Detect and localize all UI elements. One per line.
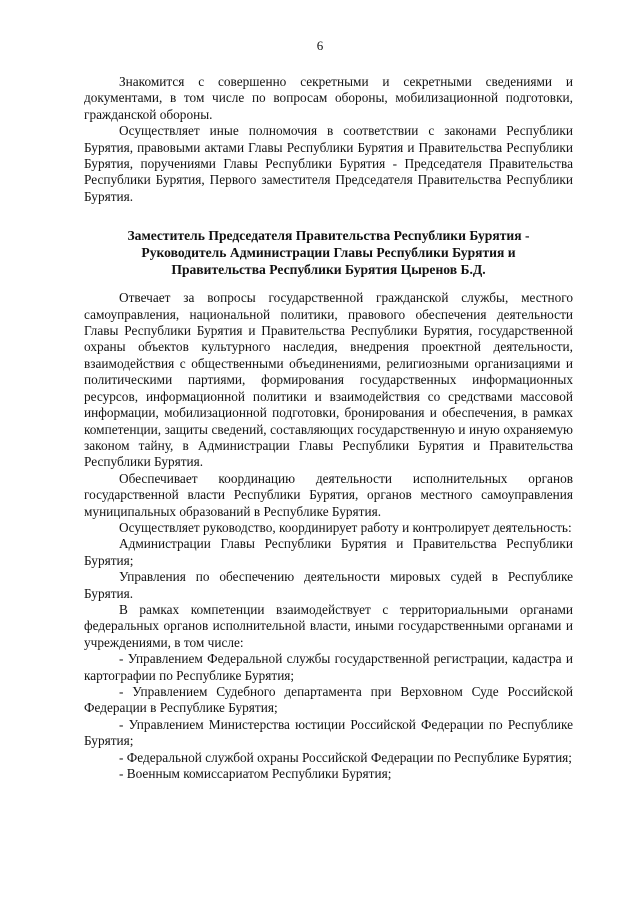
section-heading [84, 227, 573, 278]
list-item: - Управлением Федеральной службы государственной регистрации, кадастра и картографии по Республике Бурятия; [84, 651, 573, 683]
list-item: - Федеральной службой охраны Российской Федерации по Республике Бурятия; [119, 749, 572, 765]
paragraph: Знакомится с совершенно секретными и секретными сведениями и документами, в том числе по вопросам обороны, мобилизационной подготовки, гражданской обороны. [84, 74, 573, 122]
paragraph: В рамках компетенции взаимодействует с территориальными органами федеральных органов исполнительной власти, иными государственными органами и учреждениями, в том числе: [84, 601, 573, 650]
list-item: Администрации Главы Республики Бурятия и Правительства Республики Бурятия; [84, 536, 573, 568]
paragraph: Осуществляет руководство, координирует работу и контролирует деятельность: [119, 519, 572, 535]
section-heading-line: Заместитель Председателя Правительства Республики Бурятия - [127, 228, 530, 244]
page-number: 6 [316, 38, 324, 53]
paragraph: Отвечает за вопросы государственной гражданской службы, местного самоуправления, национальной политики, правового обеспечения деятельности Главы Республики Бурятия и Правительства Республики Бурятия, государственной охраны объектов культурного наследия, внедрения проектной деятельности, взаимодействия с общественными объединениями, религиозными организациями и политическими партиями, формирования государственных информационных ресурсов, информационной политики и взаимодействия со средствами массовой информации, мобилизационной подготовки, бронирования и обеспечения, в рамках компетенции, защиты сведений, составляющих государственную и иную охраняемую законом тайну, в Администрации Главы Республики Бурятия и Правительства Республики Бурятия. [84, 290, 573, 470]
list-item: Управления по обеспечению деятельности мировых судей в Республике Бурятия. [84, 569, 573, 601]
paragraph: Осуществляет иные полномочия в соответствии с законами Республики Бурятия, правовыми актами Главы Республики Бурятия и Правительства Республики Бурятия, поручениями Главы Республики Бурятия - Председателя Правительства Республики Бурятия, Первого заместителя Председателя Правительства Республики Бурятия. [84, 123, 573, 204]
list-item: - Управлением Министерства юстиции Российской Федерации по Республике Бурятия; [84, 716, 573, 749]
section-heading-line: Руководитель Администрации Главы Республики Бурятия и [141, 245, 516, 261]
section-heading-line: Правительства Республики Бурятия Цыренов Б.Д. [171, 262, 486, 278]
paragraph: Обеспечивает координацию деятельности исполнительных органов государственной власти Республики Бурятия, органов местного самоуправления муниципальных образований в Республике Бурятия. [84, 470, 573, 519]
document-body [84, 74, 573, 782]
list-item: - Управлением Судебного департамента при Верховном Суде Российской Федерации в Республике Бурятия; [84, 684, 573, 716]
list-item: - Военным комиссариатом Республики Бурятия; [119, 766, 392, 782]
